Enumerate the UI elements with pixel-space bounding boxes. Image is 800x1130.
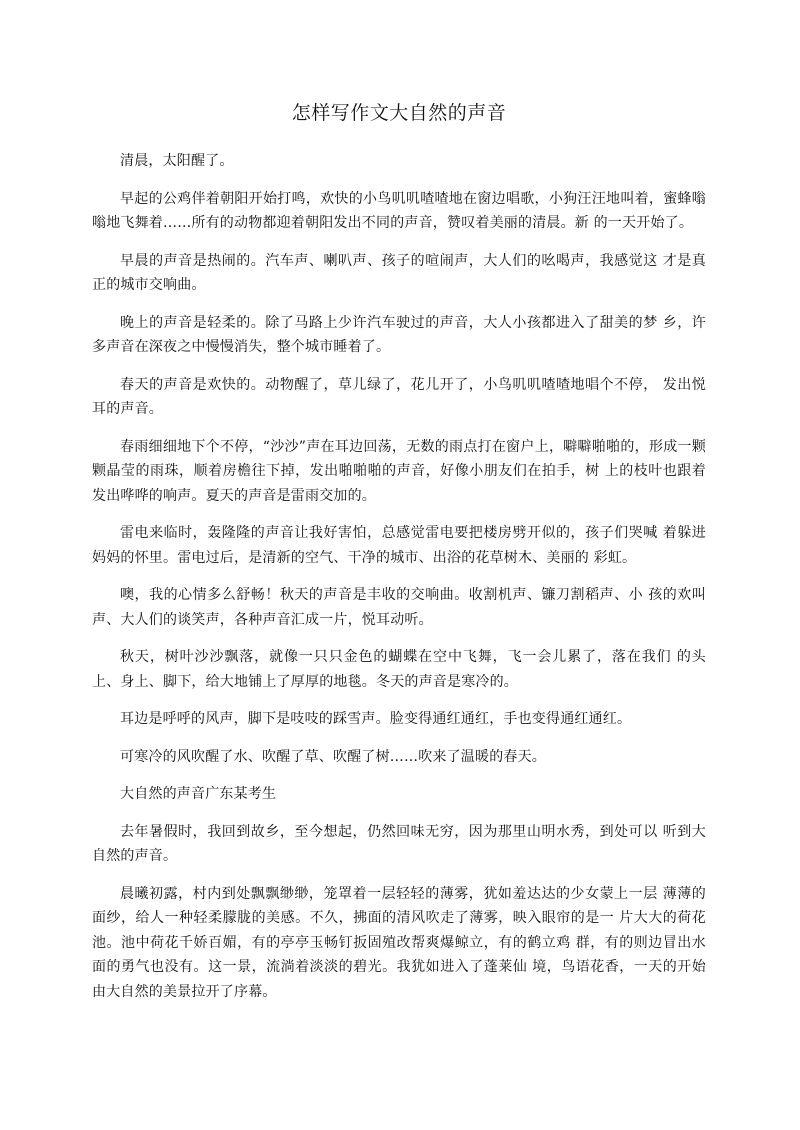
- paragraph: 去年暑假时，我回到故乡，至今想起，仍然回味无穷，因为那里山明水秀，到处可以 听到大自然的声音。: [92, 823, 706, 864]
- paragraph: 噢，我的心情多么舒畅！秋天的声音是丰收的交响曲。收割机声、镰刀割稻声、小 孩的欢叫声、大人们的谈笑声，各种声音汇成一片，悦耳动听。: [92, 587, 706, 628]
- paragraph: 雷电来临时，轰隆隆的声音让我好害怕，总感觉雷电要把楼房劈开似的，孩子们哭喊 着躲进妈妈的怀里。雷电过后，是清新的空气、干净的城市、出浴的花草树木、美丽的 彩虹。: [92, 525, 706, 566]
- paragraph: 秋天，树叶沙沙飘落，就像一只只金色的蝴蝶在空中飞舞，飞一会儿累了，落在我们 的头上、身上、脚下，给大地铺上了厚厚的地毯。冬天的声音是寒冷的。: [92, 649, 706, 690]
- document-body: [92, 149, 706, 1004]
- paragraph: 早晨的声音是热闹的。汽车声、喇叭声、孩子的喧闹声，大人们的吆喝声，我感觉这 才是真正的城市交响曲。: [92, 252, 706, 293]
- paragraph: 晨曦初露，村内到处飘飘缈缈，笼罩着一层轻轻的薄雾，犹如羞达达的少女蒙上一层 薄薄的面纱，给人一种轻柔朦胧的美感。不久，拂面的清风吹走了薄雾，映入眼帘的是一 片大大的荷花池。池中荷花千娇百媚，有的亭亭玉畅钉扳固殖改帮爽爆鲸立，有的鹤立鸡 群，有的则边冒出水面的勇气也没有。这一景，流淌着淡淡的碧光。我犹如进入了蓬莱仙 境，鸟语花香，一天的开始由大自然的美景拉开了序幕。: [92, 885, 706, 1000]
- paragraph: 可寒冷的风吹醒了水、吹醒了草、吹醒了树……吹来了温暖的春天。: [120, 748, 546, 765]
- paragraph: 大自然的声音广东某考生: [120, 786, 277, 802]
- paragraph: 清晨，太阳醒了。: [120, 153, 234, 169]
- paragraph: 春天的声音是欢快的。动物醒了，草儿绿了，花儿开了，小鸟叽叽喳喳地唱个不停， 发出悦耳的声音。: [92, 376, 706, 417]
- paragraph: 春雨细细地下个不停，“沙沙”声在耳边回荡，无数的雨点打在窗户上，噼噼啪啪的，形成一颗颗晶莹的雨珠，顺着房檐往下掉，发出啪啪啪的声音，好像小朋友们在拍手，树 上的枝叶也跟着发出哗哗的响声。夏天的声音是雷雨交加的。: [92, 438, 706, 504]
- paragraph: 耳边是呼呼的风声，脚下是吱吱的踩雪声。脸变得通红通红，手也变得通红通红。: [120, 711, 632, 727]
- paragraph: 晚上的声音是轻柔的。除了马路上少许汽车驶过的声音，大人小孩都进入了甜美的梦 乡，许多声音在深夜之中慢慢消失，整个城市睡着了。: [92, 314, 706, 355]
- document-title: 怎样写作文大自然的声音: [291, 102, 507, 124]
- paragraph: 早起的公鸡伴着朝阳开始打鸣，欢快的小鸟叽叽喳喳地在窗边唱歌，小狗汪汪地叫着，蜜蜂嗡嗡地飞舞着……所有的动物都迎着朝阳发出不同的声音，赞叹着美丽的清晨。新 的一天开始了。: [92, 190, 706, 231]
